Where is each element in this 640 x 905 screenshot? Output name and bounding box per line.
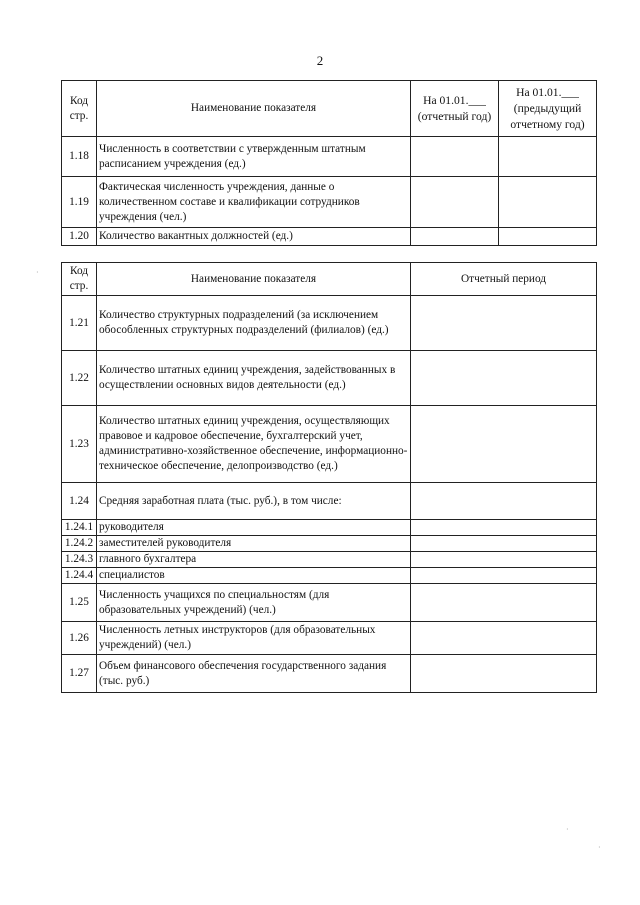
period-cell[interactable] <box>411 520 597 536</box>
period-cell[interactable] <box>411 584 597 622</box>
period-cell[interactable] <box>411 296 597 351</box>
row-name: Количество штатных единиц учреждения, осуществляющих правовое и кадровое обеспечение, бухгалтерский учет, административно-хозяйственное обеспечение, информационно-техническое обеспечение, делопроизводство (ед.) <box>97 406 411 483</box>
row-name: главного бухгалтера <box>97 552 411 568</box>
table-row <box>62 137 597 177</box>
row-name: Численность в соответствии с утвержденным штатным расписанием учреждения (ед.) <box>97 137 411 177</box>
row-code: 1.24.4 <box>62 568 97 584</box>
previous-year-cell[interactable] <box>499 137 597 177</box>
table-row <box>62 622 597 655</box>
table-row <box>62 552 597 568</box>
row-name: Количество вакантных должностей (ед.) <box>97 228 411 246</box>
name-header: Наименование показателя <box>97 263 411 296</box>
scan-speck: · <box>598 843 601 852</box>
row-name: Средняя заработная плата (тыс. руб.), в том числе: <box>97 483 411 520</box>
row-code: 1.23 <box>62 406 97 483</box>
row-name: Численность летных инструкторов (для образовательных учреждений) (чел.) <box>97 622 411 655</box>
row-code: 1.27 <box>62 655 97 693</box>
row-code: 1.22 <box>62 351 97 406</box>
name-header: Наименование показателя <box>97 81 411 137</box>
code-header: Код стр. <box>62 263 97 296</box>
table-row <box>62 536 597 552</box>
previous-year-cell[interactable] <box>499 177 597 228</box>
page-number: 2 <box>316 53 324 68</box>
row-code: 1.20 <box>62 228 97 246</box>
staff-count-table <box>61 80 597 246</box>
period-cell[interactable] <box>411 552 597 568</box>
row-code: 1.24.1 <box>62 520 97 536</box>
table-header-row <box>62 263 597 296</box>
table-header-row <box>62 81 597 137</box>
table-row <box>62 483 597 520</box>
period-cell[interactable] <box>411 351 597 406</box>
current-year-cell[interactable] <box>411 177 499 228</box>
row-name: Фактическая численность учреждения, данные о количественном составе и квалификации сотрудников учреждения (чел.) <box>97 177 411 228</box>
previous-year-header: На 01.01.___ (предыдущий отчетному год) <box>499 81 597 137</box>
table-row <box>62 296 597 351</box>
period-cell[interactable] <box>411 406 597 483</box>
row-name: Объем финансового обеспечения государственного задания (тыс. руб.) <box>97 655 411 693</box>
structure-table <box>61 262 597 693</box>
row-code: 1.24 <box>62 483 97 520</box>
row-code: 1.21 <box>62 296 97 351</box>
table-row <box>62 520 597 536</box>
table-row <box>62 177 597 228</box>
row-name: заместителей руководителя <box>97 536 411 552</box>
table-row <box>62 406 597 483</box>
period-cell[interactable] <box>411 536 597 552</box>
period-cell[interactable] <box>411 568 597 584</box>
row-code: 1.24.3 <box>62 552 97 568</box>
scan-speck: · <box>566 825 569 834</box>
previous-year-cell[interactable] <box>499 228 597 246</box>
code-header: Код стр. <box>62 81 97 137</box>
period-header: Отчетный период <box>411 263 597 296</box>
row-name: Численность учащихся по специальностям (для образовательных учреждений) (чел.) <box>97 584 411 622</box>
period-cell[interactable] <box>411 483 597 520</box>
row-code: 1.18 <box>62 137 97 177</box>
current-year-header: На 01.01.___ (отчетный год) <box>411 81 499 137</box>
row-name: специалистов <box>97 568 411 584</box>
table-row <box>62 584 597 622</box>
row-code: 1.19 <box>62 177 97 228</box>
current-year-cell[interactable] <box>411 228 499 246</box>
table-row <box>62 351 597 406</box>
row-code: 1.25 <box>62 584 97 622</box>
period-cell[interactable] <box>411 655 597 693</box>
row-name: Количество структурных подразделений (за исключением обособленных структурных подразделений (филиалов) (ед.) <box>97 296 411 351</box>
row-code: 1.24.2 <box>62 536 97 552</box>
period-cell[interactable] <box>411 622 597 655</box>
table-row <box>62 568 597 584</box>
row-name: Количество штатных единиц учреждения, задействованных в осуществлении основных видов деятельности (ед.) <box>97 351 411 406</box>
row-code: 1.26 <box>62 622 97 655</box>
scan-speck: · <box>36 268 39 277</box>
table-row <box>62 655 597 693</box>
table-row <box>62 228 597 246</box>
row-name: руководителя <box>97 520 411 536</box>
current-year-cell[interactable] <box>411 137 499 177</box>
